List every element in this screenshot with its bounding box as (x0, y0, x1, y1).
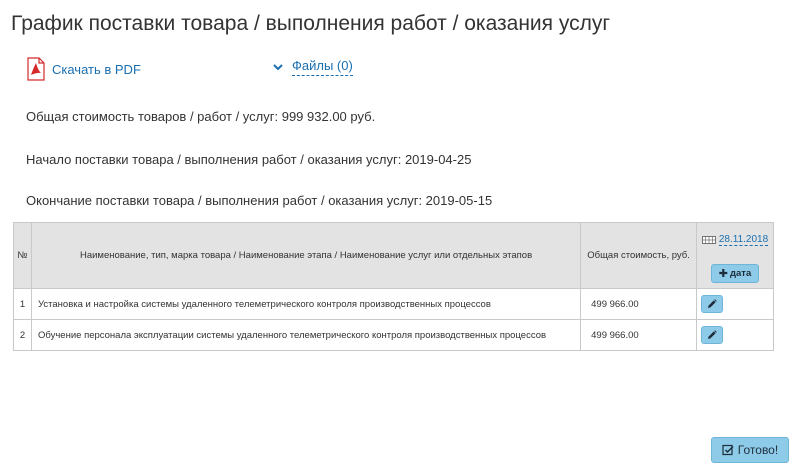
table-header-row (14, 223, 774, 289)
start-date-text: Начало поставки товара / выполнения работ / оказания услуг: 2019-04-25 (26, 152, 472, 167)
end-date-text: Окончание поставки товара / выполнения работ / оказания услуг: 2019-05-15 (26, 193, 493, 208)
header-cost: Общая стоимость, руб. (581, 223, 697, 289)
add-date-label: дата (729, 268, 752, 279)
files-toggle[interactable] (272, 58, 353, 76)
page-title: График поставки товара / выполнения работ / оказания услуг (11, 12, 611, 35)
pencil-icon (707, 330, 717, 340)
pencil-icon (707, 299, 717, 309)
row-name: Установка и настройка системы удаленного телеметрического контроля производственных процессов (31, 289, 580, 320)
date-heading (697, 234, 773, 246)
done-label: Готово! (737, 443, 779, 457)
header-date (697, 223, 774, 289)
row-num: 1 (14, 289, 32, 320)
download-pdf-link[interactable] (26, 57, 141, 81)
add-date-button[interactable] (711, 264, 759, 283)
chevron-down-icon (272, 61, 284, 73)
row-cost: 499 966.00 (581, 320, 697, 351)
edit-row-button[interactable] (701, 295, 723, 313)
schedule-table (13, 222, 774, 351)
files-label[interactable]: Файлы (0) (292, 58, 353, 76)
table-row (14, 320, 774, 351)
row-name: Обучение персонала эксплуатации системы удаленного телеметрического контроля производственных процессов (31, 320, 580, 351)
edit-row-button[interactable] (701, 326, 723, 344)
header-num: № (14, 223, 32, 289)
date-column-link[interactable]: 28.11.2018 (718, 234, 769, 245)
download-pdf-label[interactable]: Скачать в PDF (52, 61, 141, 77)
calendar-icon (702, 236, 716, 244)
row-date-cell (697, 320, 774, 351)
plus-icon: ✚ (718, 268, 728, 280)
total-cost-text: Общая стоимость товаров / работ / услуг: 999 932.00 руб. (26, 109, 376, 124)
header-name: Наименование, тип, марка товара / Наименование этапа / Наименование услуг или отдельных этапов (31, 223, 580, 289)
done-button[interactable] (711, 437, 789, 463)
row-num: 2 (14, 320, 32, 351)
row-date-cell (697, 289, 774, 320)
row-cost: 499 966.00 (581, 289, 697, 320)
pdf-icon (26, 57, 46, 81)
table-row (14, 289, 774, 320)
check-square-icon (722, 444, 734, 456)
